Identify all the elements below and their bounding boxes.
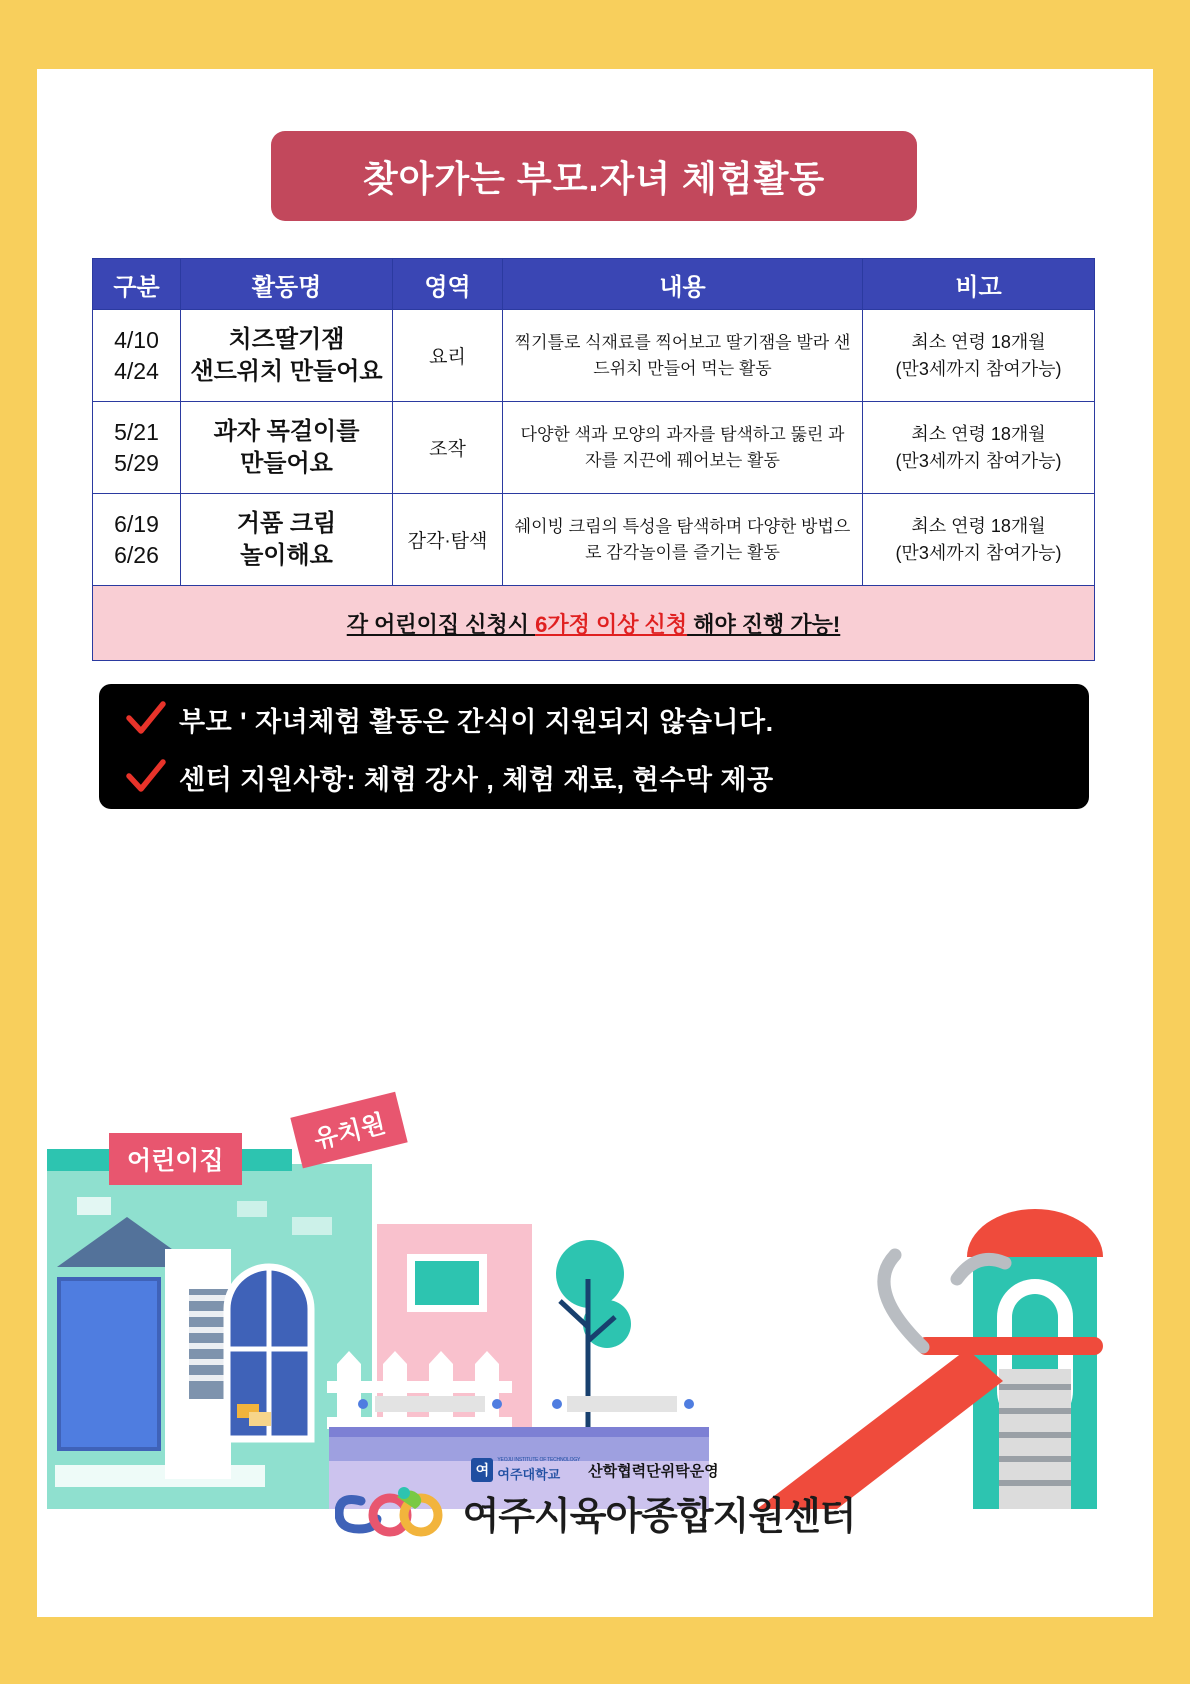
university-line xyxy=(471,1458,718,1483)
note-part-one: 각 어린이집 신청시 xyxy=(346,611,536,637)
poster-canvas xyxy=(37,69,1153,1617)
university-name-english: YEOJU INSTITUTE OF TECHNOLOGY xyxy=(497,1457,581,1463)
operation-note: 산학협력단위탁운영 xyxy=(588,1462,719,1480)
check-icon xyxy=(125,700,167,738)
date-line: 4/24 xyxy=(114,357,159,384)
note-line: (만3세까지 참여가능) xyxy=(895,358,1062,379)
table-row xyxy=(93,494,1095,586)
column-header-note: 비고 xyxy=(863,259,1095,310)
tag-kindergarten: 유치원 xyxy=(290,1092,408,1169)
date-line: 5/21 xyxy=(114,419,159,446)
column-header-content: 내용 xyxy=(503,259,863,310)
cell-note xyxy=(863,494,1095,586)
notice-text: 부모 ' 자녀체험 활동은 간식이 지원되지 않습니다. xyxy=(179,706,774,737)
note-line: 최소 연령 18개월 xyxy=(911,424,1046,445)
notice-text: 센터 지원사항: 체험 강사 , 체험 재료, 현수막 제공 xyxy=(179,764,774,795)
notice-item xyxy=(99,748,1089,806)
column-header-area: 영역 xyxy=(393,259,503,310)
university-mark: 여 xyxy=(471,1458,493,1482)
cell-area: 조작 xyxy=(393,402,503,494)
footer-logo-area xyxy=(0,1458,1190,1578)
cell-activity-name xyxy=(181,310,393,402)
cell-note xyxy=(863,310,1095,402)
cell-content: 쉐이빙 크림의 특성을 탐색하며 다양한 방법으로 감각놀이를 즐기는 활동 xyxy=(503,494,863,586)
schedule-table-wrapper xyxy=(92,258,1094,661)
center-logo-line xyxy=(335,1485,856,1541)
notice-callout xyxy=(99,684,1089,809)
cell-dates xyxy=(93,402,181,494)
activity-line: 샌드위치 만들어요 xyxy=(190,357,383,385)
cell-content: 다양한 색과 모양의 과자를 탐색하고 뚫린 과자를 지끈에 꿰어보는 활동 xyxy=(503,402,863,494)
date-line: 4/10 xyxy=(114,327,159,354)
activity-line: 치즈딸기잼 xyxy=(228,325,345,353)
cell-activity-name xyxy=(181,494,393,586)
minimum-applicants-note xyxy=(93,586,1095,661)
cell-dates xyxy=(93,494,181,586)
playground-illustration xyxy=(37,949,1153,1509)
page-title: 찾아가는 부모.자녀 체험활동 xyxy=(362,157,826,199)
column-header-division: 구분 xyxy=(93,259,181,310)
tag-daycare: 어린이집 xyxy=(109,1133,242,1185)
activity-line: 과자 목걸이를 xyxy=(213,417,360,445)
cell-area: 감각·탐색 xyxy=(393,494,503,586)
table-header-row xyxy=(93,259,1095,310)
cell-activity-name xyxy=(181,402,393,494)
date-line: 6/26 xyxy=(114,541,159,568)
note-highlight: 6가정 이상 신청 xyxy=(535,611,688,637)
activity-line: 놀이해요 xyxy=(240,541,333,569)
table-row xyxy=(93,310,1095,402)
cell-content: 찍기틀로 식재료를 찍어보고 딸기잼을 발라 샌드위치 만들어 먹는 활동 xyxy=(503,310,863,402)
university-name-korean: 여주대학교 xyxy=(497,1466,561,1482)
note-line: 최소 연령 18개월 xyxy=(911,516,1046,537)
illustration-area xyxy=(37,949,1153,1509)
activity-line: 거품 크림 xyxy=(236,509,337,537)
note-line: 최소 연령 18개월 xyxy=(911,332,1046,353)
note-line: (만3세까지 참여가능) xyxy=(895,450,1062,471)
center-name: 여주시육아종합지원센터 xyxy=(462,1496,856,1538)
notice-item xyxy=(99,690,1089,748)
university-badge xyxy=(471,1458,580,1483)
column-header-activity: 활동명 xyxy=(181,259,393,310)
table-footer-row xyxy=(93,586,1095,661)
date-line: 6/19 xyxy=(114,511,159,538)
schedule-table xyxy=(92,258,1095,661)
center-logo-icon xyxy=(335,1485,453,1541)
date-line: 5/29 xyxy=(114,449,159,476)
poster-title-banner xyxy=(271,131,917,221)
note-part-two: 해야 진행 가능! xyxy=(687,611,841,637)
cell-area: 요리 xyxy=(393,310,503,402)
cell-note xyxy=(863,402,1095,494)
cell-dates xyxy=(93,310,181,402)
check-icon xyxy=(125,758,167,796)
table-row xyxy=(93,402,1095,494)
note-line: (만3세까지 참여가능) xyxy=(895,542,1062,563)
university-names xyxy=(497,1458,580,1483)
activity-line: 만들어요 xyxy=(240,449,333,477)
